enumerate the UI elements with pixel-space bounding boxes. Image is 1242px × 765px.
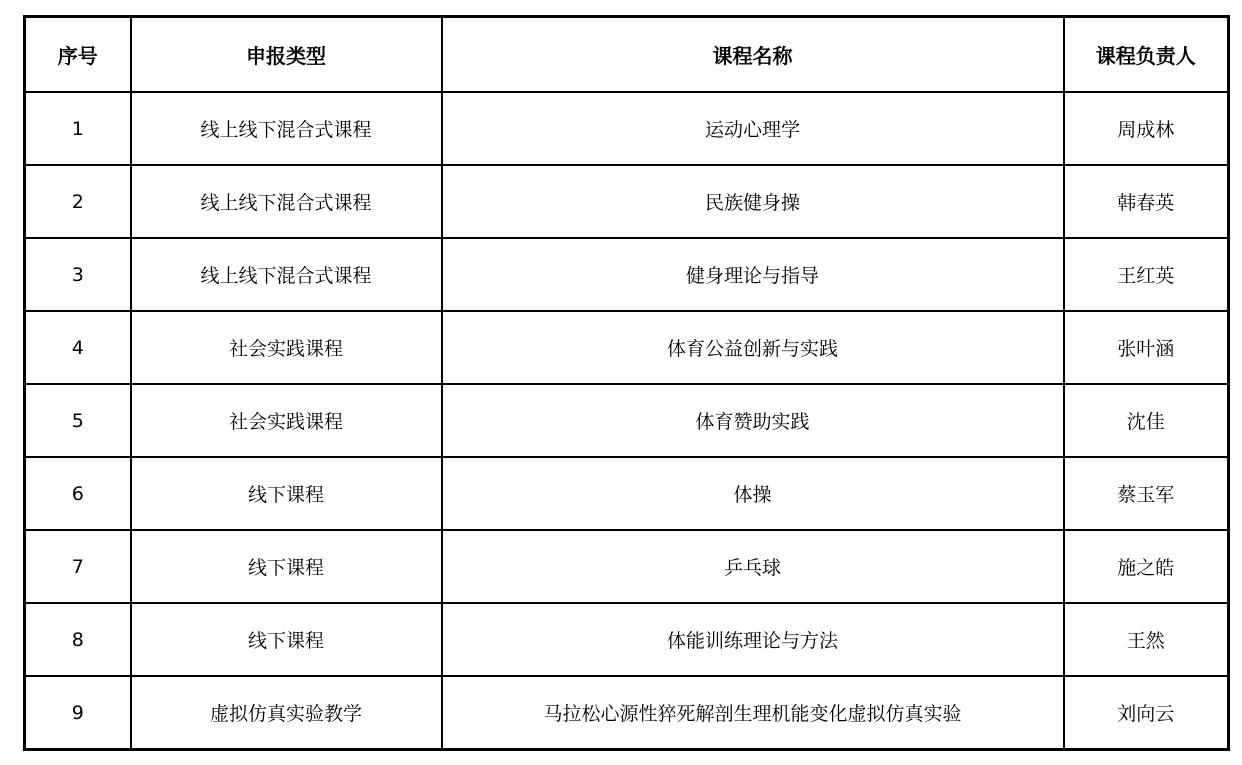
cell-leader: 施之皓 bbox=[1064, 530, 1229, 603]
cell-type: 社会实践课程 bbox=[131, 384, 442, 457]
cell-type: 线上线下混合式课程 bbox=[131, 92, 442, 165]
cell-type: 线下课程 bbox=[131, 457, 442, 530]
course-table-container bbox=[23, 15, 1230, 751]
cell-leader: 刘向云 bbox=[1064, 676, 1229, 750]
cell-course: 体育赞助实践 bbox=[442, 384, 1064, 457]
cell-type: 线上线下混合式课程 bbox=[131, 238, 442, 311]
cell-type: 社会实践课程 bbox=[131, 311, 442, 384]
cell-leader: 韩春英 bbox=[1064, 165, 1229, 238]
course-application-table bbox=[23, 15, 1230, 751]
cell-type: 线上线下混合式课程 bbox=[131, 165, 442, 238]
cell-course: 民族健身操 bbox=[442, 165, 1064, 238]
cell-seq: 2 bbox=[25, 165, 131, 238]
header-course: 课程名称 bbox=[442, 17, 1064, 93]
cell-course: 运动心理学 bbox=[442, 92, 1064, 165]
header-type: 申报类型 bbox=[131, 17, 442, 93]
cell-seq: 8 bbox=[25, 603, 131, 676]
cell-course: 乒乓球 bbox=[442, 530, 1064, 603]
table-row bbox=[25, 165, 1229, 238]
cell-seq: 3 bbox=[25, 238, 131, 311]
cell-leader: 张叶涵 bbox=[1064, 311, 1229, 384]
header-row bbox=[25, 17, 1229, 93]
table-row bbox=[25, 530, 1229, 603]
cell-course: 体能训练理论与方法 bbox=[442, 603, 1064, 676]
table-row bbox=[25, 311, 1229, 384]
cell-course: 健身理论与指导 bbox=[442, 238, 1064, 311]
cell-type: 线下课程 bbox=[131, 603, 442, 676]
cell-seq: 6 bbox=[25, 457, 131, 530]
cell-type: 线下课程 bbox=[131, 530, 442, 603]
cell-leader: 周成林 bbox=[1064, 92, 1229, 165]
table-row bbox=[25, 92, 1229, 165]
table-row bbox=[25, 676, 1229, 750]
header-seq: 序号 bbox=[25, 17, 131, 93]
cell-course: 体育公益创新与实践 bbox=[442, 311, 1064, 384]
cell-type: 虚拟仿真实验教学 bbox=[131, 676, 442, 750]
cell-course: 马拉松心源性猝死解剖生理机能变化虚拟仿真实验 bbox=[442, 676, 1064, 750]
table-row bbox=[25, 457, 1229, 530]
cell-seq: 7 bbox=[25, 530, 131, 603]
table-row bbox=[25, 603, 1229, 676]
cell-leader: 王然 bbox=[1064, 603, 1229, 676]
cell-leader: 沈佳 bbox=[1064, 384, 1229, 457]
cell-seq: 9 bbox=[25, 676, 131, 750]
cell-course: 体操 bbox=[442, 457, 1064, 530]
cell-seq: 1 bbox=[25, 92, 131, 165]
table-row bbox=[25, 384, 1229, 457]
cell-seq: 4 bbox=[25, 311, 131, 384]
header-leader: 课程负责人 bbox=[1064, 17, 1229, 93]
cell-seq: 5 bbox=[25, 384, 131, 457]
table-row bbox=[25, 238, 1229, 311]
cell-leader: 王红英 bbox=[1064, 238, 1229, 311]
cell-leader: 蔡玉军 bbox=[1064, 457, 1229, 530]
